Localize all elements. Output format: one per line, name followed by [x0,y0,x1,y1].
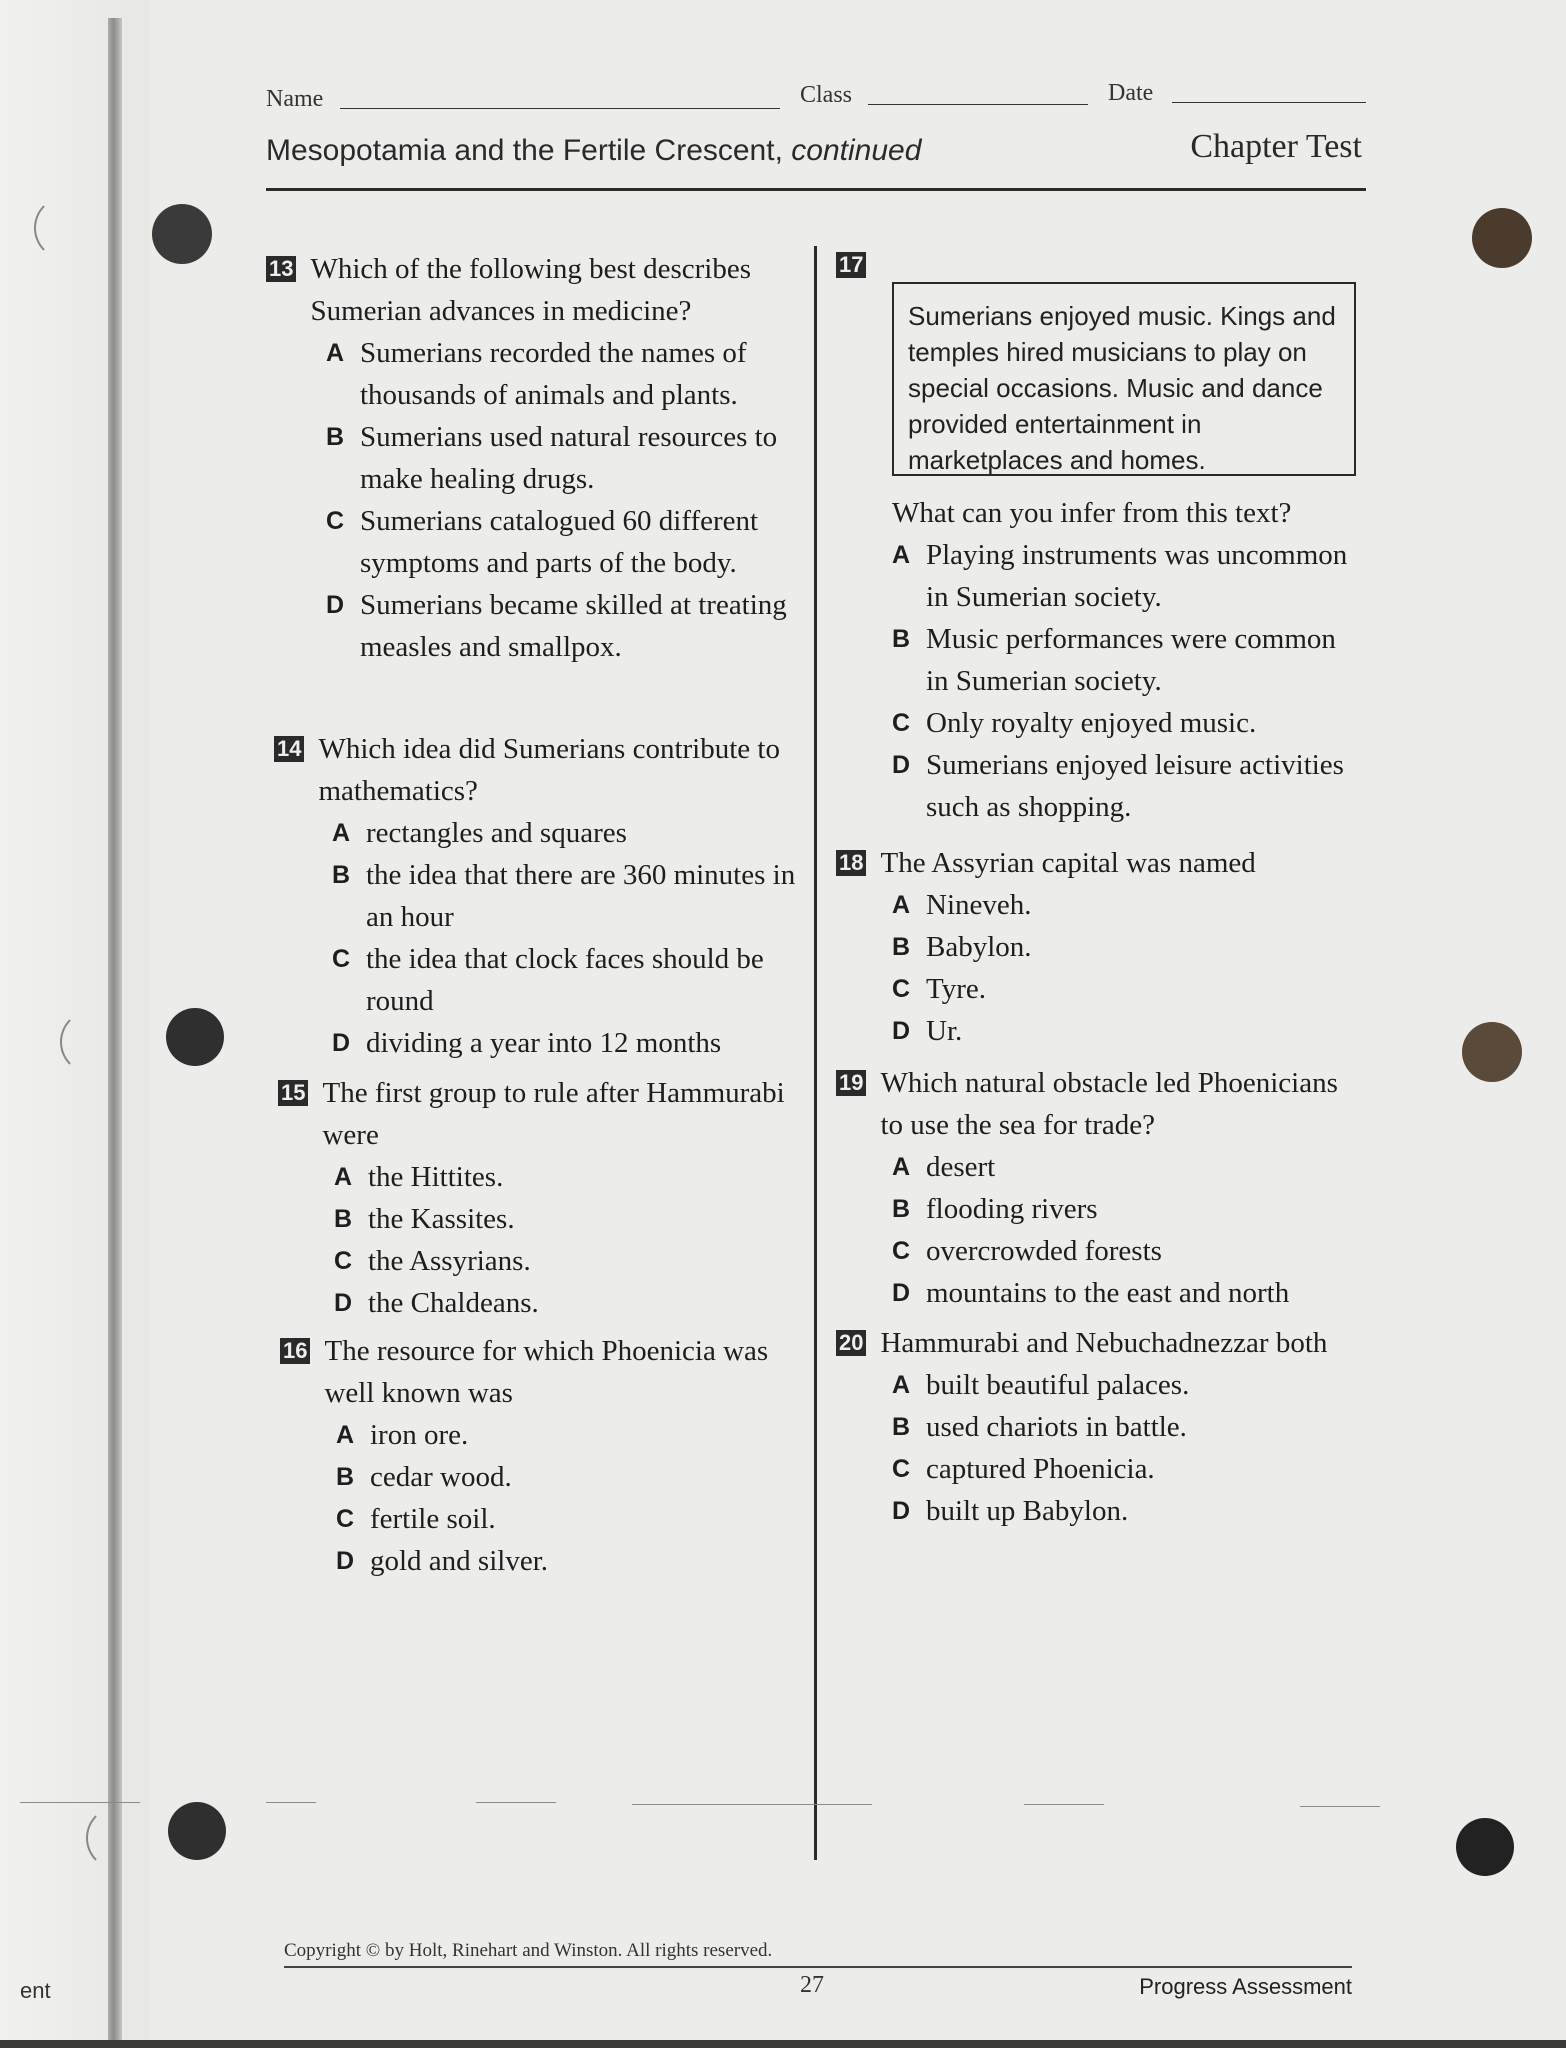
date-label: Date [1108,80,1154,106]
hole-shadow-arc-bottom [86,1806,150,1870]
punch-hole-top-left [152,204,212,264]
answer-option[interactable]: A rectangles and squares [332,817,627,849]
answer-option[interactable]: D Sumerians enjoyed leisure activities such as shopping. [892,749,1344,823]
question-16 [280,1330,806,1582]
copyright-notice: Copyright © by Holt, Rinehart and Winston. All rights reserved. [284,1940,773,1961]
question-20 [836,1322,1362,1532]
question-17 [892,492,1362,828]
date-field[interactable] [1172,102,1366,103]
answer-option[interactable]: B used chariots in battle. [892,1411,1187,1443]
chapter-label: Chapter Test [1190,128,1362,165]
answer-option[interactable]: C the idea that clock faces should be round [332,943,764,1017]
punch-hole-mid-right [1462,1022,1522,1082]
answer-option[interactable]: B cedar wood. [336,1461,512,1493]
question-14 [274,728,806,1064]
reading-passage: Sumerians enjoyed music. Kings and temples hired musicians to play on special occasions. Music and dance provided entertainment in marketplaces and homes. [892,282,1356,476]
answer-option[interactable]: A iron ore. [336,1419,469,1451]
faint-line [1300,1806,1380,1807]
question-number: 15 [278,1080,308,1106]
faint-line [476,1802,556,1803]
question-19 [836,1062,1362,1314]
question-stem: Which natural obstacle led Phoenicians to use the sea for trade? [880,1067,1338,1141]
answer-option[interactable]: C fertile soil. [336,1503,496,1535]
question-stem: What can you infer from this text? [892,497,1292,529]
answer-option[interactable]: D dividing a year into 12 months [332,1027,722,1059]
answer-option[interactable]: A Playing instruments was uncommon in Sumerian society. [892,539,1348,613]
hole-shadow-arc-mid [60,1010,124,1074]
question-number: 17 [836,252,866,278]
question-17-number [836,242,880,284]
answer-option[interactable]: B flooding rivers [892,1193,1098,1225]
answer-option[interactable]: D Ur. [892,1015,963,1047]
answer-option[interactable]: C Tyre. [892,973,986,1005]
question-stem: Which of the following best describes Sumerian advances in medicine? [310,253,752,327]
punch-hole-top-right [1472,208,1532,268]
answer-option[interactable]: C Only royalty enjoyed music. [892,707,1257,739]
faint-line [266,1802,316,1803]
question-number: 14 [274,736,304,762]
question-number: 19 [836,1070,866,1096]
page-title: Mesopotamia and the Fertile Crescent, continued [266,134,922,167]
answer-option[interactable]: A desert [892,1151,996,1183]
answer-option[interactable]: B the Kassites. [334,1203,515,1235]
answer-option[interactable]: A Sumerians recorded the names of thousands of animals and plants. [326,337,747,411]
answer-option[interactable]: C Sumerians catalogued 60 different symptoms and parts of the body. [326,505,759,579]
hole-shadow-arc-top [34,196,98,260]
answer-option[interactable]: C the Assyrians. [334,1245,531,1277]
question-15 [278,1072,806,1324]
answer-option[interactable]: B Babylon. [892,931,1032,963]
question-13 [266,248,806,668]
answer-option[interactable]: C overcrowded forests [892,1235,1162,1267]
faint-line [632,1804,872,1805]
answer-option[interactable]: B Music performances were common in Sumerian society. [892,623,1336,697]
question-stem: Hammurabi and Nebuchadnezzar both [880,1327,1328,1359]
answer-option[interactable]: D Sumerians became skilled at treating measles and smallpox. [326,589,787,663]
footer-rule [284,1966,1352,1968]
faint-line [1024,1804,1104,1805]
faint-line [20,1802,140,1803]
answer-option[interactable]: A the Hittites. [334,1161,504,1193]
punch-hole-bottom-left [168,1802,226,1860]
punch-hole-mid-left [166,1008,224,1066]
class-label: Class [800,82,853,108]
question-stem: The first group to rule after Hammurabi were [322,1077,785,1151]
question-number: 20 [836,1330,866,1356]
answer-option[interactable]: B Sumerians used natural resources to make healing drugs. [326,421,778,495]
page-number: 27 [800,1972,824,1998]
answer-option[interactable]: A built beautiful palaces. [892,1369,1190,1401]
name-label: Name [266,86,324,112]
column-divider [814,246,817,1860]
question-stem: The resource for which Phoenicia was well known was [324,1335,769,1409]
answer-option[interactable]: A Nineveh. [892,889,1032,921]
section-label: Progress Assessment [1139,1974,1352,1999]
answer-option[interactable]: B the idea that there are 360 minutes in an hour [332,859,796,933]
previous-page-edge-text: ent [20,1978,51,2003]
name-field[interactable] [340,108,780,109]
question-18 [836,842,1362,1052]
punch-hole-bottom-right [1456,1818,1514,1876]
class-field[interactable] [868,104,1088,105]
question-number: 16 [280,1338,310,1364]
answer-option[interactable]: D built up Babylon. [892,1495,1129,1527]
answer-option[interactable]: D mountains to the east and north [892,1277,1290,1309]
question-stem: The Assyrian capital was named [880,847,1256,879]
header-rule [266,188,1366,191]
bottom-shadow [0,2040,1566,2048]
question-number: 13 [266,256,296,282]
answer-option[interactable]: D the Chaldeans. [334,1287,539,1319]
question-stem: Which idea did Sumerians contribute to mathematics? [318,733,780,807]
question-number: 18 [836,850,866,876]
answer-option[interactable]: C captured Phoenicia. [892,1453,1155,1485]
answer-option[interactable]: D gold and silver. [336,1545,549,1577]
